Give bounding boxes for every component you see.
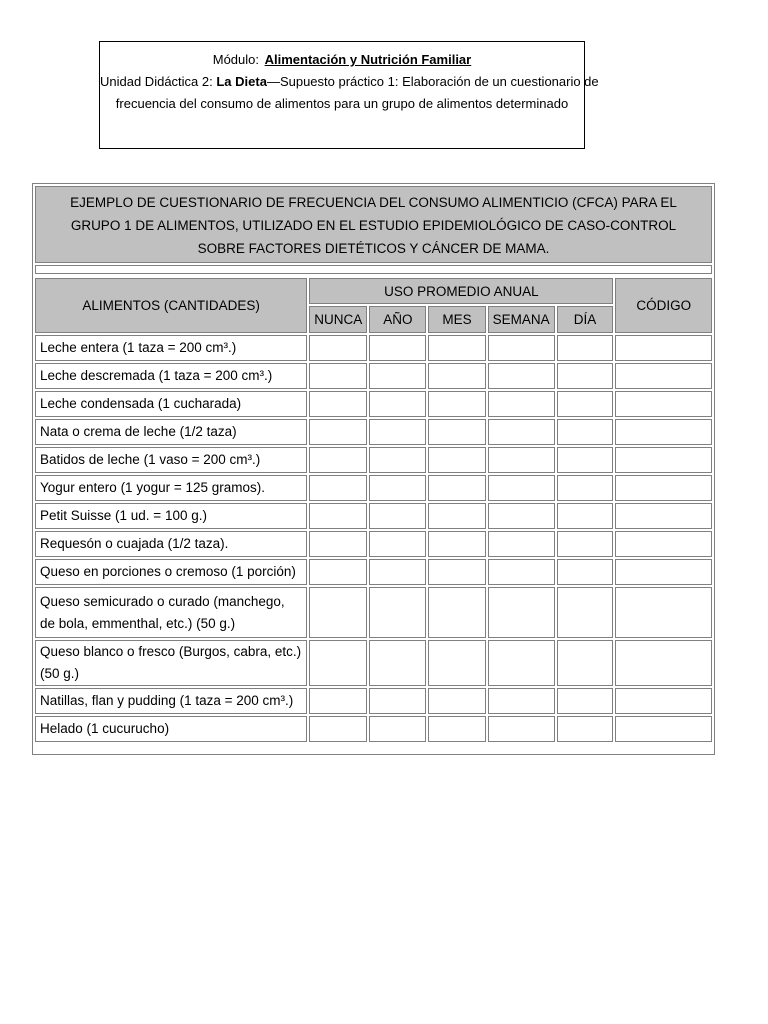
food-item-label: Leche entera (1 taza = 200 cm³.)	[35, 335, 307, 361]
unit-name: La Dieta	[216, 74, 267, 89]
answer-cell-mes[interactable]	[428, 716, 485, 742]
answer-cell-ano[interactable]	[369, 587, 426, 638]
answer-cell-dia[interactable]	[557, 587, 614, 638]
answer-cell-semana[interactable]	[488, 640, 555, 686]
answer-cell-ano[interactable]	[369, 503, 426, 529]
header-foods: ALIMENTOS (CANTIDADES)	[35, 278, 307, 333]
food-item-label: Requesón o cuajada (1/2 taza).	[35, 531, 307, 557]
table-row	[35, 419, 712, 445]
answer-cell-semana[interactable]	[488, 587, 555, 638]
answer-cell-mes[interactable]	[428, 503, 485, 529]
answer-cell-ano[interactable]	[369, 363, 426, 389]
answer-cell-semana[interactable]	[488, 688, 555, 714]
answer-cell-dia[interactable]	[557, 335, 614, 361]
answer-cell-nunca[interactable]	[309, 475, 367, 501]
table-row	[35, 475, 712, 501]
answer-cell-ano[interactable]	[369, 531, 426, 557]
answer-cell-dia[interactable]	[557, 716, 614, 742]
answer-cell-codigo[interactable]	[615, 475, 712, 501]
answer-cell-mes[interactable]	[428, 391, 485, 417]
table-row	[35, 531, 712, 557]
module-line	[100, 49, 584, 71]
header-mes: MES	[428, 306, 485, 333]
answer-cell-mes[interactable]	[428, 587, 485, 638]
answer-cell-nunca[interactable]	[309, 559, 367, 585]
food-item-label: Leche condensada (1 cucharada)	[35, 391, 307, 417]
answer-cell-mes[interactable]	[428, 447, 485, 473]
answer-cell-dia[interactable]	[557, 391, 614, 417]
header-semana: SEMANA	[488, 306, 555, 333]
answer-cell-codigo[interactable]	[615, 559, 712, 585]
food-item-label: Nata o crema de leche (1/2 taza)	[35, 419, 307, 445]
food-item-label: Batidos de leche (1 vaso = 200 cm³.)	[35, 447, 307, 473]
answer-cell-ano[interactable]	[369, 716, 426, 742]
answer-cell-mes[interactable]	[428, 475, 485, 501]
food-item-label: Natillas, flan y pudding (1 taza = 200 cm³.)	[35, 688, 307, 714]
food-item-label: Helado (1 cucurucho)	[35, 716, 307, 742]
header-annual-use: USO PROMEDIO ANUAL	[309, 278, 613, 304]
answer-cell-nunca[interactable]	[309, 688, 367, 714]
table-row	[35, 688, 712, 714]
answer-cell-nunca[interactable]	[309, 531, 367, 557]
answer-cell-dia[interactable]	[557, 475, 614, 501]
food-item-label: Leche descremada (1 taza = 200 cm³.)	[35, 363, 307, 389]
answer-cell-semana[interactable]	[488, 447, 555, 473]
answer-cell-codigo[interactable]	[615, 503, 712, 529]
answer-cell-ano[interactable]	[369, 559, 426, 585]
answer-cell-mes[interactable]	[428, 363, 485, 389]
table-row	[35, 335, 712, 361]
answer-cell-mes[interactable]	[428, 640, 485, 686]
table-title: EJEMPLO DE CUESTIONARIO DE FRECUENCIA DEL CONSUMO ALIMENTICIO (CFCA) PARA EL GRUPO 1 DE ALIMENTOS, UTILIZADO EN EL ESTUDIO EPIDEMIOLÓGICO DE CASO-CONTROL SOBRE FACTORES DIETÉTICOS Y CÁNCER DE MAMA.	[35, 186, 712, 263]
answer-cell-semana[interactable]	[488, 559, 555, 585]
food-item-label: Yogur entero (1 yogur = 125 gramos).	[35, 475, 307, 501]
food-item-label: Queso semicurado o curado (manchego, de bola, emmenthal, etc.) (50 g.)	[35, 587, 307, 638]
answer-cell-dia[interactable]	[557, 559, 614, 585]
unit-label: Unidad Didáctica 2:	[100, 74, 213, 89]
answer-cell-codigo[interactable]	[615, 447, 712, 473]
table-row	[35, 503, 712, 529]
answer-cell-nunca[interactable]	[309, 391, 367, 417]
answer-cell-codigo[interactable]	[615, 640, 712, 686]
table-row	[35, 391, 712, 417]
answer-cell-codigo[interactable]	[615, 587, 712, 638]
answer-cell-semana[interactable]	[488, 419, 555, 445]
answer-cell-nunca[interactable]	[309, 503, 367, 529]
answer-cell-ano[interactable]	[369, 419, 426, 445]
answer-cell-nunca[interactable]	[309, 587, 367, 638]
table-row	[35, 447, 712, 473]
answer-cell-semana[interactable]	[488, 475, 555, 501]
answer-cell-mes[interactable]	[428, 335, 485, 361]
frequency-grid	[33, 276, 714, 744]
module-label: Módulo:	[212, 52, 259, 67]
answer-cell-dia[interactable]	[557, 503, 614, 529]
answer-cell-codigo[interactable]	[615, 688, 712, 714]
answer-cell-semana[interactable]	[488, 391, 555, 417]
answer-cell-nunca[interactable]	[309, 419, 367, 445]
header-dia: DÍA	[557, 306, 614, 333]
answer-cell-ano[interactable]	[369, 447, 426, 473]
answer-cell-semana[interactable]	[488, 503, 555, 529]
answer-cell-semana[interactable]	[488, 716, 555, 742]
answer-cell-nunca[interactable]	[309, 363, 367, 389]
header-code: CÓDIGO	[615, 278, 712, 333]
unit-line	[100, 71, 599, 93]
food-item-label: Petit Suisse (1 ud. = 100 g.)	[35, 503, 307, 529]
answer-cell-dia[interactable]	[557, 640, 614, 686]
header-ano: AÑO	[369, 306, 426, 333]
answer-cell-codigo[interactable]	[615, 716, 712, 742]
answer-cell-mes[interactable]	[428, 688, 485, 714]
questionnaire-table	[32, 183, 715, 755]
answer-cell-codigo[interactable]	[615, 363, 712, 389]
answer-cell-semana[interactable]	[488, 335, 555, 361]
answer-cell-dia[interactable]	[557, 447, 614, 473]
answer-cell-semana[interactable]	[488, 363, 555, 389]
answer-cell-nunca[interactable]	[309, 335, 367, 361]
answer-cell-nunca[interactable]	[309, 640, 367, 686]
food-item-label: Queso blanco o fresco (Burgos, cabra, etc.) (50 g.)	[35, 640, 307, 686]
table-spacer-row	[35, 265, 712, 274]
table-row	[35, 363, 712, 389]
table-row	[35, 559, 712, 585]
table-row	[35, 587, 712, 638]
answer-cell-ano[interactable]	[369, 640, 426, 686]
answer-cell-nunca[interactable]	[309, 447, 367, 473]
answer-cell-mes[interactable]	[428, 419, 485, 445]
answer-cell-mes[interactable]	[428, 531, 485, 557]
answer-cell-dia[interactable]	[557, 688, 614, 714]
answer-cell-codigo[interactable]	[615, 335, 712, 361]
answer-cell-codigo[interactable]	[615, 419, 712, 445]
answer-cell-semana[interactable]	[488, 531, 555, 557]
module-name: Alimentación y Nutrición Familiar	[264, 52, 472, 67]
answer-cell-ano[interactable]	[369, 688, 426, 714]
answer-cell-dia[interactable]	[557, 531, 614, 557]
answer-cell-dia[interactable]	[557, 363, 614, 389]
answer-cell-ano[interactable]	[369, 391, 426, 417]
answer-cell-nunca[interactable]	[309, 716, 367, 742]
answer-cell-codigo[interactable]	[615, 531, 712, 557]
unit-description: —Supuesto práctico 1: Elaboración de un cuestionario de	[266, 74, 599, 89]
table-row	[35, 640, 712, 686]
answer-cell-ano[interactable]	[369, 335, 426, 361]
module-header-box	[99, 41, 599, 149]
table-row	[35, 716, 712, 742]
answer-cell-mes[interactable]	[428, 559, 485, 585]
food-item-label: Queso en porciones o cremoso (1 porción)	[35, 559, 307, 585]
answer-cell-ano[interactable]	[369, 475, 426, 501]
answer-cell-dia[interactable]	[557, 419, 614, 445]
answer-cell-codigo[interactable]	[615, 391, 712, 417]
unit-description-line-2: frecuencia del consumo de alimentos para un grupo de alimentos determinado	[115, 96, 569, 111]
header-nunca: NUNCA	[309, 306, 367, 333]
